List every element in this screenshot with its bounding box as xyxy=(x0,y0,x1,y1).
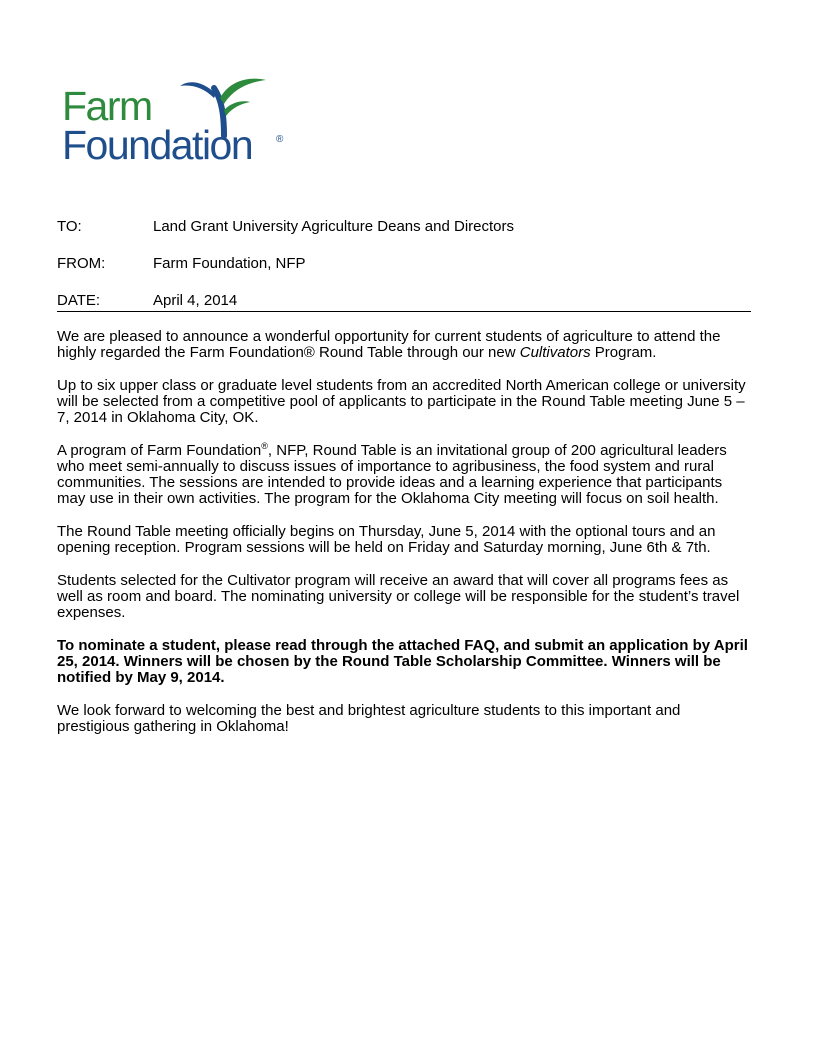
paragraph-nomination: To nominate a student, please read through the attached FAQ, and submit an application by April 25, 2014. Winners will be chosen by the Round Table Scholarship Committee. Winners will be notified by May 9, 2014. xyxy=(57,637,748,686)
paragraph-closing: We look forward to welcoming the best and brightest agriculture students to this important and prestigious gathering in Oklahoma! xyxy=(57,702,681,735)
memo-header xyxy=(57,218,751,329)
logo-text-foundation: Foundation xyxy=(62,122,253,168)
cultivators-program-name: Cultivators xyxy=(519,344,591,361)
memo-to-value: Land Grant University Agriculture Deans and Directors xyxy=(153,218,514,235)
memo-date-label: DATE: xyxy=(57,292,101,309)
memo-from-value: Farm Foundation, NFP xyxy=(153,255,306,272)
memo-to-label: TO: xyxy=(57,218,82,235)
paragraph-schedule: The Round Table meeting officially begins on Thursday, June 5, 2014 with the optional tours and an opening reception. Program sessions will be held on Friday and Saturday morning, June 6th & 7th. xyxy=(57,523,716,556)
memo-date-value: April 4, 2014 xyxy=(153,292,238,309)
farm-foundation-logo xyxy=(62,76,292,176)
paragraph-round-table-start: A program of Farm Foundation xyxy=(57,442,262,459)
memo-divider xyxy=(57,311,751,312)
memo-from-row xyxy=(57,255,751,292)
logo-registered-mark: ® xyxy=(276,134,284,145)
paragraph-announcement-text: We are pleased to announce a wonderful opportunity for current students of agriculture to attend the highly regarded the Farm Foundation® Round Table through our new xyxy=(57,328,721,361)
paragraph-eligibility: Up to six upper class or graduate level students from an accredited North American college or university will be selected from a competitive pool of applicants to participate in the Round Table meeting June 5 – 7, 2014 in Oklahoma City, OK. xyxy=(57,377,746,426)
memo-from-label: FROM: xyxy=(57,255,106,272)
paragraph-award: Students selected for the Cultivator program will receive an award that will cover all programs fees as well as room and board. The nominating university or college will be responsible for the student’s travel expenses. xyxy=(57,572,740,621)
memo-to-row xyxy=(57,218,751,255)
logo-text-farm: Farm xyxy=(62,83,152,129)
registered-mark: ® xyxy=(261,441,268,451)
paragraph-round-table-text: , NFP, Round Table is an invitational group of 200 agricultural leaders who meet semi-annually to discuss issues of importance to agribusiness, the food system and rural communities. The sessions are intended to provide ideas and a learning experience that participants may use in their own activities. The program for the Oklahoma City meeting will focus on soil health. xyxy=(57,442,727,507)
letter-body xyxy=(57,329,751,752)
paragraph-round-table xyxy=(57,443,751,507)
paragraph-announcement xyxy=(57,329,751,361)
paragraph-announcement-end: Program. xyxy=(590,344,657,361)
